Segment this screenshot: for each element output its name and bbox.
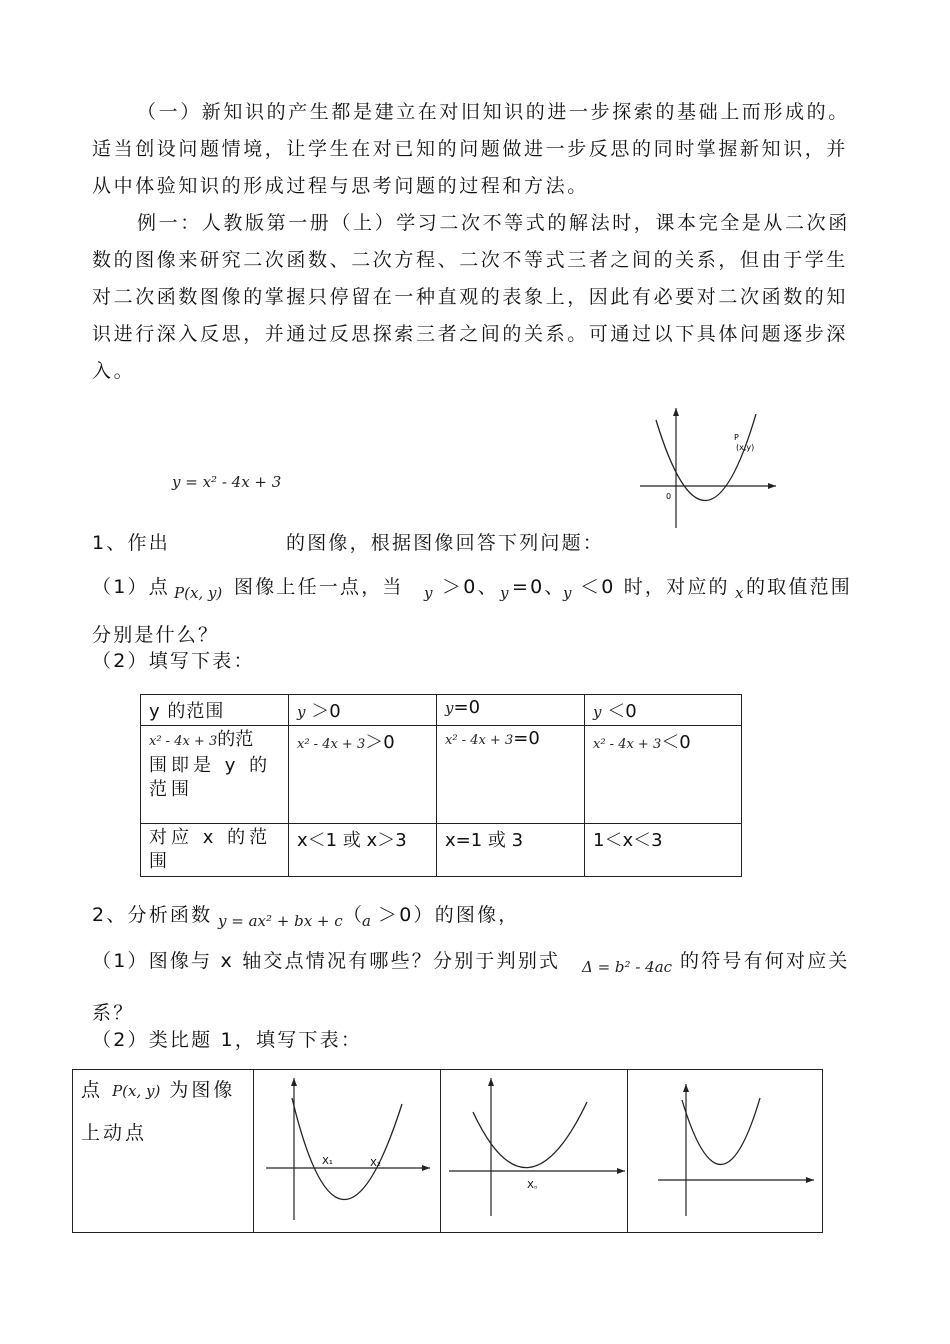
g1-root-x2: X₂ bbox=[370, 1158, 381, 1169]
q2-title-b: （ bbox=[343, 904, 365, 926]
t1-row2-gt: x＜1 或 x＞3 bbox=[289, 824, 437, 877]
q1-sub1-b: 图像上任一点，当 bbox=[234, 576, 404, 598]
t2-graph-one-root bbox=[441, 1070, 628, 1233]
q1-sub1-a: （1）点 bbox=[92, 576, 170, 598]
quadratic-formula: y = x² - 4x + 3 bbox=[172, 473, 282, 491]
q2-sub1-a: （1）图像与 x 轴交点情况有哪些？分别于判别式 bbox=[92, 950, 561, 972]
t1-header-label: y 的范围 bbox=[141, 695, 289, 726]
t1-row1-label: x² - 4x + 3的范 围即是 y 的范围 bbox=[141, 726, 289, 824]
q1-x: x bbox=[735, 584, 744, 602]
q2-formula: y = ax² + bx + c bbox=[218, 912, 343, 930]
t2-graph-two-roots bbox=[254, 1070, 441, 1233]
t1-row1-gt: x² - 4x + 3＞0 bbox=[289, 726, 437, 824]
q1-y-3: y bbox=[563, 584, 572, 602]
intro-paragraph-1: （一）新知识的产生都是建立在对旧知识的进一步探索的基础上而形成的。适当创设问题情境，让学生在对已知的问题做进一步反思的同时掌握新知识，并从中体验知识的形成过程与思考问题的过程和方法。 bbox=[92, 101, 850, 197]
parabola-two-roots-graph bbox=[254, 1070, 440, 1228]
q1-eq0: =0、 bbox=[512, 576, 566, 598]
parabola-graph-1 bbox=[638, 404, 780, 530]
t1-row2-eq: x=1 或 3 bbox=[437, 824, 585, 877]
q2-sub2: （2）类比题 1，填写下表： bbox=[92, 1029, 363, 1051]
t2-graph-no-roots bbox=[628, 1070, 823, 1233]
q1-gt0: ＞0、 bbox=[442, 576, 499, 598]
q2-sub1-b: 的符号有何对应关 bbox=[680, 950, 850, 972]
q1-point-p: P(x, y) bbox=[174, 584, 223, 602]
g2-root-x0: X。 bbox=[527, 1180, 544, 1191]
q1-title-prefix: 1、作出 bbox=[92, 532, 170, 554]
parabola-no-roots-graph bbox=[628, 1070, 822, 1228]
q2-a: a bbox=[362, 912, 371, 930]
t1-header-eq: y=0 bbox=[437, 695, 585, 726]
table-2 bbox=[72, 1069, 823, 1233]
q2-title-a: 2、分析函数 bbox=[92, 904, 213, 926]
graph1-origin-label: 0 bbox=[666, 492, 672, 501]
graph1-point-label: P bbox=[734, 433, 739, 442]
t1-row1-eq: x² - 4x + 3=0 bbox=[437, 726, 585, 824]
t1-row1-lt: x² - 4x + 3＜0 bbox=[585, 726, 742, 824]
intro-paragraph-2: 例一：人教版第一册（上）学习二次不等式的解法时，课本完全是从二次函数的图像来研究二次函数、二次方程、二次不等式三者之间的关系，但由于学生对二次函数图像的掌握只停留在一种直观的表象上，因此有必要对二次函数的知识进行深入反思，并通过反思探索三者之间的关系。可通过以下具体问题逐步深入。 bbox=[92, 212, 850, 382]
q1-lt0: ＜0 时，对应的 bbox=[580, 576, 730, 598]
t1-header-gt: y ＞0 bbox=[289, 695, 437, 726]
q1-y-2: y bbox=[500, 584, 509, 602]
t1-row2-label: 对应 x 的范围 bbox=[141, 824, 289, 877]
q1-y-1: y bbox=[424, 584, 433, 602]
g1-root-x1: X₁ bbox=[322, 1156, 333, 1167]
q2-title-c: ＞0）的图像， bbox=[378, 904, 520, 926]
parabola-one-root-graph bbox=[441, 1070, 627, 1228]
q1-title-suffix: 的图像，根据图像回答下列问题： bbox=[286, 532, 605, 554]
graph1-point-coords: (x,y) bbox=[736, 443, 755, 452]
q1-sub1-c: 的取值范围 bbox=[746, 576, 853, 598]
q1-sub1-d: 分别是什么？ bbox=[92, 624, 220, 646]
q1-sub2: （2）填写下表： bbox=[92, 650, 255, 672]
t1-header-lt: y ＜0 bbox=[585, 695, 742, 726]
t1-row2-lt: 1＜x＜3 bbox=[585, 824, 742, 877]
table-1 bbox=[140, 694, 742, 877]
q2-discriminant: Δ = b² - 4ac bbox=[582, 958, 673, 976]
t2-label-cell: 点 P(x, y) 为图像 上动点 bbox=[73, 1070, 254, 1233]
q2-sub1-c: 系？ bbox=[92, 1002, 135, 1024]
